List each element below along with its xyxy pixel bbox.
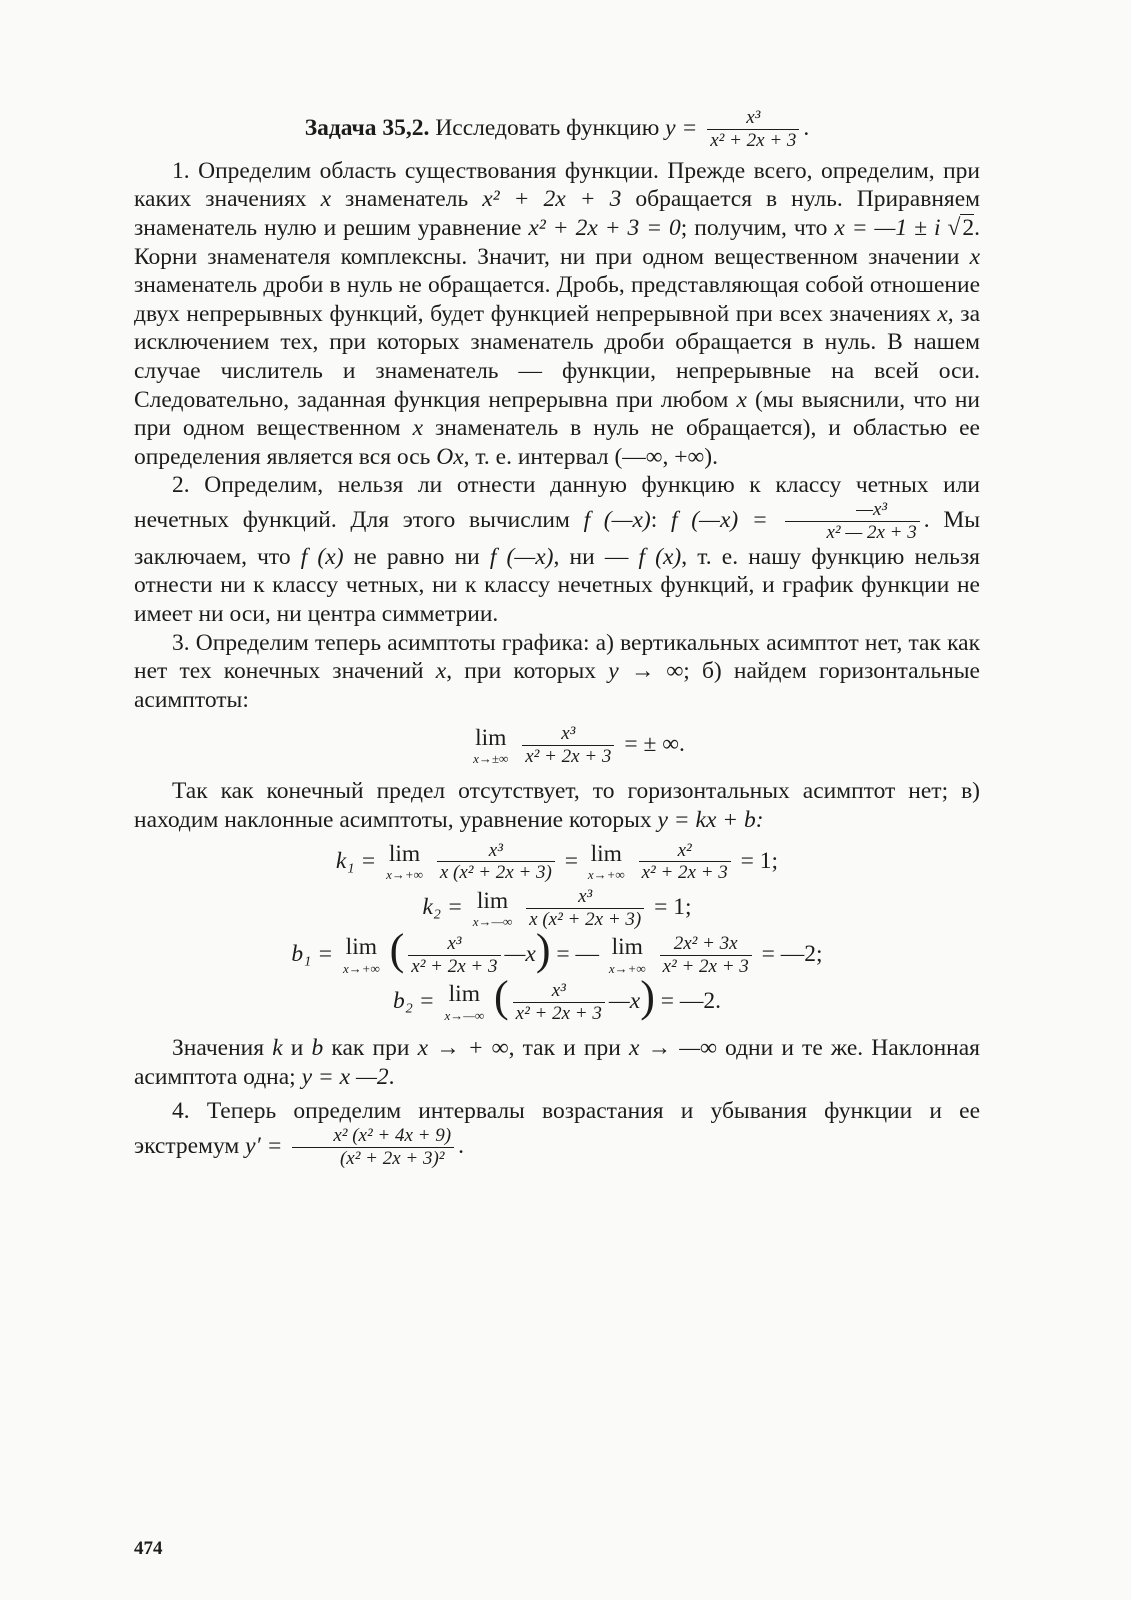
b1-formula: b₁ = lim x→+∞ ( $\frac{\text{x³}}{\text{x² + 2x + 3}}$ —x) = — lim x→+∞ $\frac{\text{2x² + 3x}}{\text{x² + 2x + 3}}$ = —2; — [291, 925, 823, 978]
page-number: 474 — [134, 1538, 163, 1559]
derivative-fraction: $\frac{\text{x² (x² + 4x + 9)}}{\text{(x² + 2x + 3)²}}$ — [292, 1126, 454, 1169]
paragraph-4: Так как конечный предел отсутствует, то горизонтальных асимптот нет; в) находим наклонные асимптоты, уравнение которых y = kx + b: — [134, 778, 980, 833]
paragraph-6: 4. Теперь определим интервалы возрастания и убывания функции и ее экстремум y′ = $\frac{\text{x² (x² + 4x + 9)}}{\text{(x² + 2x + 3)²}}$ . — [134, 1098, 980, 1169]
paragraph-2: 2. Определим, нельзя ли отнести данную функцию к классу четных или нечетных функций. Для этого вычислим f (—x): f (—x) = $\frac{\text{—x³}}{\text{x² — 2x + 3}}$ . Мы заключаем, что f (x) не равно ни f (—x), ни — f (x), т. е. нашу функцию нельзя отнести ни к классу четных, ни к классу нечетных функций, и график функции не имеет ни оси, ни центра симметрии. — [134, 472, 981, 628]
document-body — [134, 108, 980, 1169]
k2-formula: k₂ = lim x→—∞ $\frac{\text{x³}}{\text{x (x² + 2x + 3)}}$ = 1; — [422, 886, 692, 931]
func-fraction: $\frac{\text{x³}}{\text{x² + 2x + 3}}$ — [707, 108, 799, 151]
task-text: Исследовать функцию — [435, 114, 660, 141]
func-y-eq: y = — [665, 114, 698, 141]
task-number: Задача 35,2. — [304, 114, 430, 141]
f-neg-fraction: $\frac{\text{—x³}}{\text{x² — 2x + 3}}$ — [785, 500, 919, 543]
paragraph-5: Значения k и b как при x → + ∞, так и при x → —∞ одни и те же. Наклонная асимптота одна; y = x —2. — [134, 1035, 980, 1090]
horizontal-limit-formula: lim x→±∞ $\frac{\text{x³}}{\text{x² + 2x + 3}}$ = ± ∞. — [473, 723, 685, 768]
b2-formula: b₂ = lim x→—∞ ( $\frac{\text{x³}}{\text{x² + 2x + 3}}$ —x) = —2. — [392, 971, 721, 1025]
task-heading: Задача 35,2. Исследовать функцию y = $\frac{\text{x³}}{\text{x² + 2x + 3}}$ . — [304, 107, 810, 151]
k1-formula: k₁ = lim x→+∞ $\frac{\text{x³}}{\text{x (x² + 2x + 3)}}$ = lim x→+∞ $\frac{\text{x²}}{\text{x² + 2x + 3}}$ = 1; — [335, 839, 779, 884]
paragraph-3: 3. Определим теперь асимптоты графика: а) вертикальных асимптот нет, так как нет тех конечных значений x, при которых y → ∞; б) найдем горизонтальные асимптоты: — [134, 629, 980, 713]
paragraph-1: 1. Определим область существования функции. Прежде всего, определим, при каких значениях x знаменатель x² + 2x + 3 обращается в нуль. Приравняем знаменатель нулю и решим уравнение x² + 2x + 3 = 0; получим, что x = —1 ± i √2. Корни знаменателя комплексны. Значит, ни при одном вещественном значении x знаменатель дроби в нуль не обращается. Дробь, представляющая собой отношение двух непрерывных функций, будет функцией непрерывной при всех значениях x, за исключением тех, при которых знаменатель дроби обращается в нуль. В нашем случае числитель и знаменатель — функции, непрерывные на всей оси. Следовательно, заданная функция непрерывна при любом x (мы выяснили, что ни при одном вещественном x знаменатель в нуль не обращается), и областью ее определения является вся ось Ox, т. е. интервал (—∞, +∞). — [134, 157, 981, 470]
